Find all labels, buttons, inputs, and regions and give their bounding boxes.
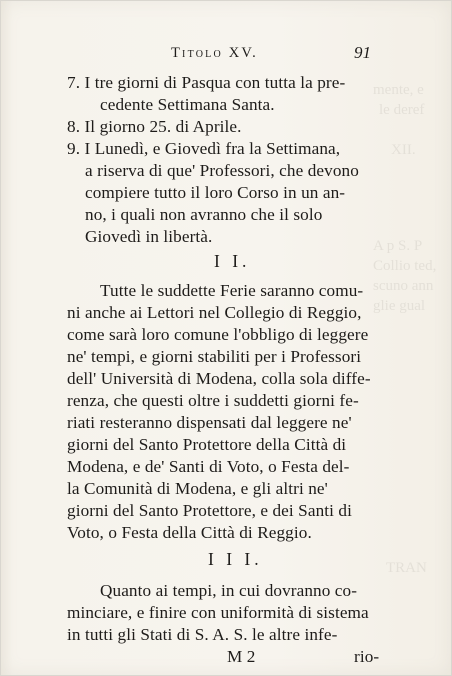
paragraph-line: dell' Università di Modena, colla sola diffe-: [67, 369, 371, 388]
paragraph-line: ne' tempi, e giorni stabiliti per i Professori: [67, 347, 362, 366]
list-item-line: cedente Settimana Santa.: [100, 95, 275, 114]
paragraph-line: Voto, o Festa della Città di Reggio.: [67, 523, 312, 542]
paragraph-line: in tutti gli Stati di S. A. S. le altre infe-: [67, 625, 338, 644]
show-through-text: A p S. P: [373, 238, 423, 254]
page-number: 91: [354, 43, 371, 62]
paragraph-line: Tutte le suddette Ferie saranno comu-: [100, 281, 364, 300]
paragraph-line: renza, che questi oltre i suddetti giorni fe-: [67, 391, 359, 410]
show-through-text: scuno ann: [373, 278, 434, 294]
paragraph-line: giorni del Santo Protettore, e dei Santi di: [67, 501, 352, 520]
show-through-text: TRAN: [386, 560, 427, 576]
catchword: rio-: [354, 647, 380, 666]
section-heading: I I I.: [208, 549, 263, 569]
paragraph-line: riati resteranno dispensati dal leggere ne': [67, 413, 352, 432]
signature-mark: M 2: [227, 647, 256, 666]
paragraph-line: Modena, e de' Santi di Voto, o Festa del-: [67, 457, 350, 476]
show-through-text: XII.: [391, 142, 416, 158]
list-item-line: 7. I tre giorni di Pasqua con tutta la pre-: [67, 73, 346, 92]
list-item-line: Giovedì in libertà.: [85, 227, 213, 246]
list-item-line: a riserva di que' Professori, che devono: [85, 161, 359, 180]
paragraph-line: giorni del Santo Protettore della Città di: [67, 435, 347, 454]
show-through-text: mente, e: [373, 82, 424, 98]
list-item-line: no, i quali non avranno che il solo: [85, 205, 323, 224]
paragraph-line: la Comunità di Modena, e gli altri ne': [67, 479, 328, 498]
list-item-line: 9. I Lunedì, e Giovedì fra la Settimana,: [67, 139, 341, 158]
paragraph-line: Quanto ai tempi, in cui dovranno co-: [100, 581, 358, 600]
list-item-line: 8. Il giorno 25. di Aprile.: [67, 117, 242, 136]
show-through-text: Collio ted,: [373, 258, 437, 274]
show-through-text: glie gual: [373, 298, 426, 314]
paragraph-line: minciare, e finire con uniformità di sistema: [67, 603, 369, 622]
paragraph-line: come sarà loro comune l'obbligo di leggere: [67, 325, 369, 344]
section-heading: I I.: [214, 251, 251, 271]
list-item-line: compiere tutto il loro Corso in un an-: [85, 183, 346, 202]
show-through-text: le deref: [379, 102, 425, 118]
paragraph-line: ni anche ai Lettori nel Collegio di Reggio,: [67, 303, 362, 322]
running-head-title: Titolo XV.: [171, 45, 258, 61]
